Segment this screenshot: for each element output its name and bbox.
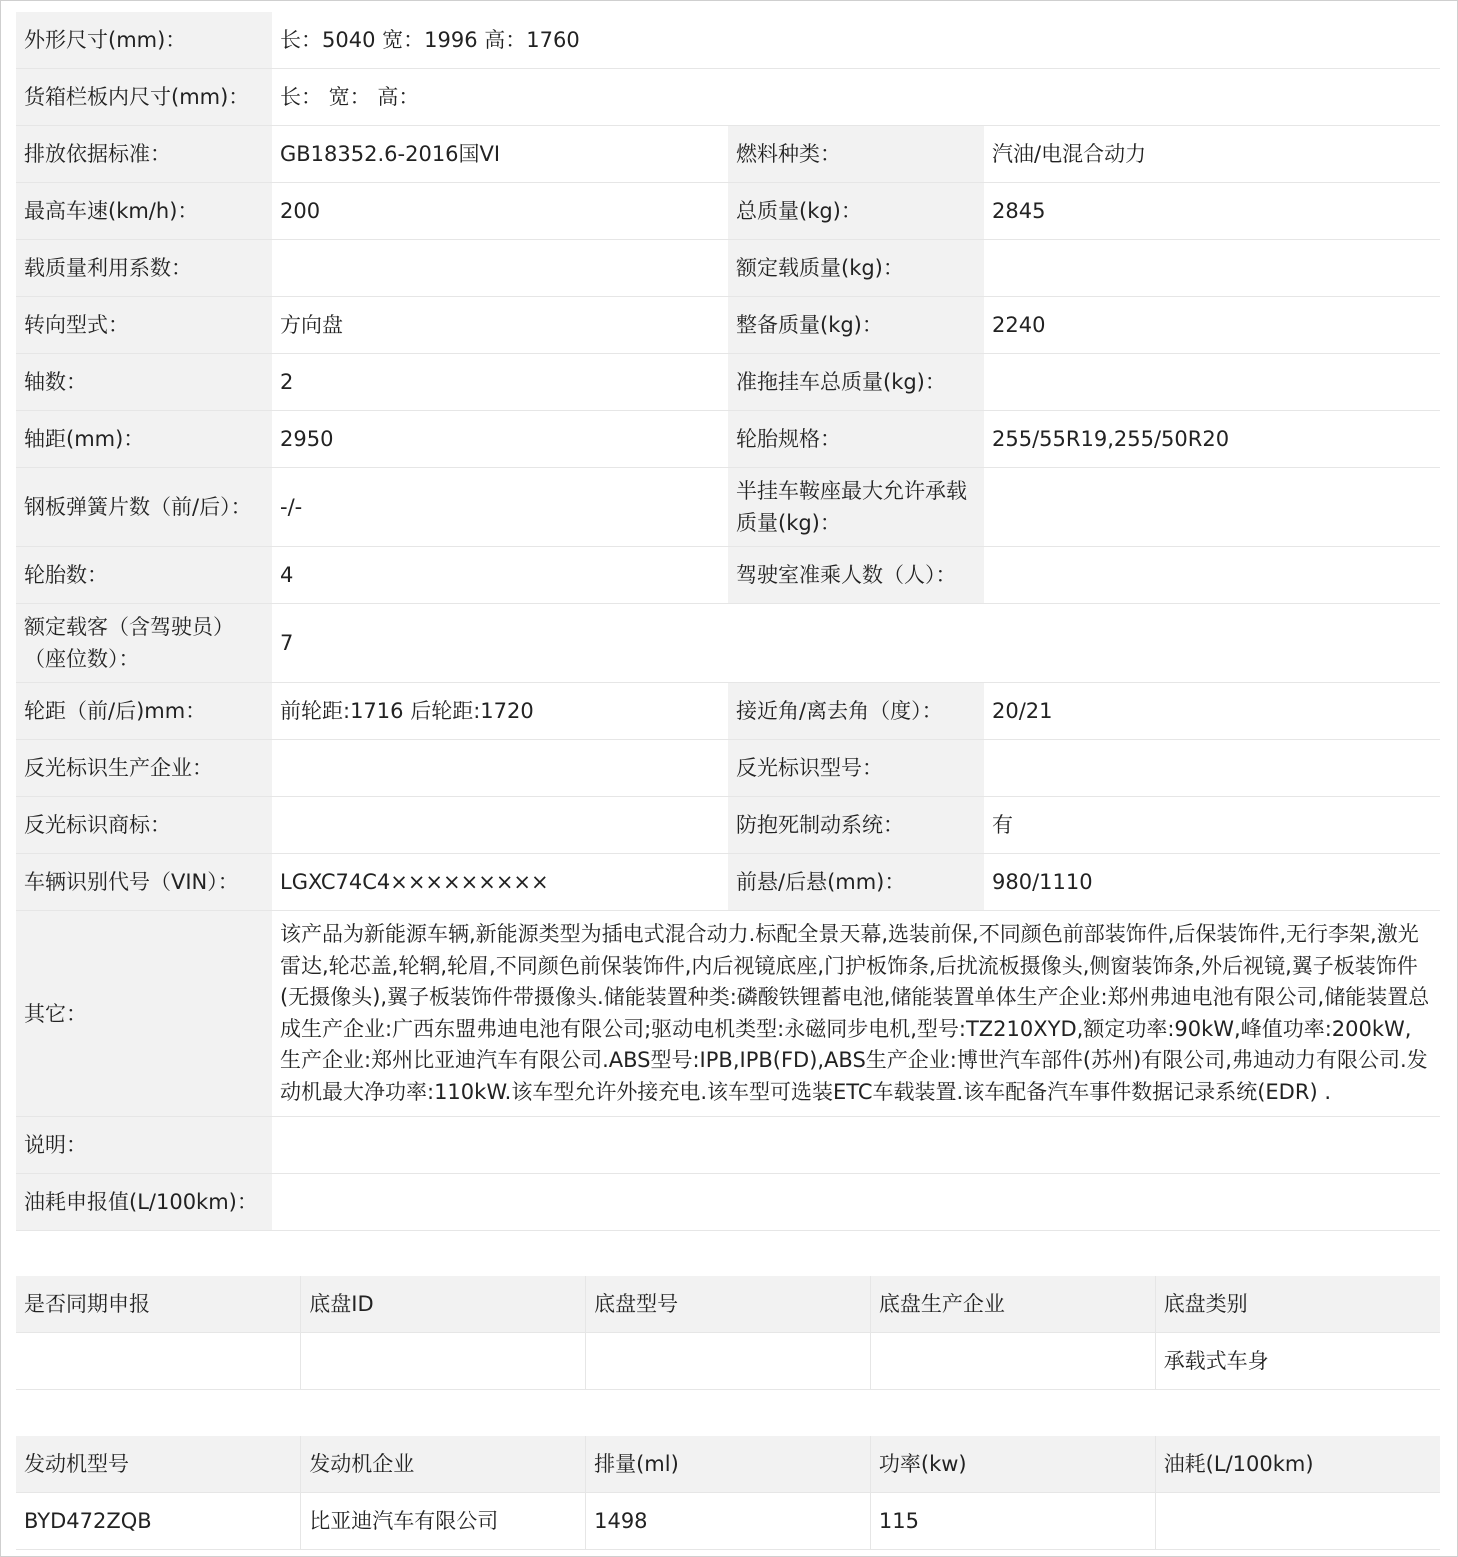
spec-row (16, 683, 1440, 740)
spec-label: 转向型式： (16, 297, 272, 354)
spec-label: 总质量(kg)： (728, 183, 984, 240)
chassis-cell: 承载式车身 (1155, 1333, 1440, 1390)
engine-table (16, 1436, 1440, 1550)
spec-value: 200 (272, 183, 728, 240)
chassis-header-cell: 是否同期申报 (16, 1276, 301, 1333)
spec-label: 轮距（前/后)mm： (16, 683, 272, 740)
engine-header-row (16, 1436, 1440, 1493)
spec-label: 前悬/后悬(mm)： (728, 854, 984, 911)
chassis-cell (16, 1333, 301, 1390)
chassis-header-cell: 底盘生产企业 (870, 1276, 1155, 1333)
chassis-cell (870, 1333, 1155, 1390)
chassis-data-row (16, 1333, 1440, 1390)
spec-label: 轴距(mm)： (16, 411, 272, 468)
cargo-dimensions-value: 长： 宽： 高： (272, 69, 1440, 126)
spec-row-note (16, 1117, 1440, 1174)
spec-row (16, 797, 1440, 854)
spec-value (984, 547, 1440, 604)
spec-value: -/- (272, 468, 728, 547)
spec-row (16, 740, 1440, 797)
spec-value: 255/55R19,255/50R20 (984, 411, 1440, 468)
spec-label: 整备质量(kg)： (728, 297, 984, 354)
spec-label: 驾驶室准乘人数（人）： (728, 547, 984, 604)
spec-row (16, 354, 1440, 411)
engine-data-row (16, 1493, 1440, 1550)
engine-cell (1155, 1493, 1440, 1550)
rated-passengers-value: 7 (272, 604, 1440, 683)
chassis-table-body (16, 1276, 1440, 1390)
other-label: 其它： (16, 911, 272, 1117)
spec-row (16, 854, 1440, 911)
spec-row-dimensions (16, 12, 1440, 69)
spec-label: 反光标识生产企业： (16, 740, 272, 797)
spec-row (16, 126, 1440, 183)
spec-value: 2845 (984, 183, 1440, 240)
engine-cell: 1498 (586, 1493, 871, 1550)
spec-row-seats (16, 604, 1440, 683)
spec-value (984, 354, 1440, 411)
spec-label: 排放依据标准： (16, 126, 272, 183)
spec-label: 钢板弹簧片数（前/后）： (16, 468, 272, 547)
spec-value: 4 (272, 547, 728, 604)
spec-value (272, 797, 728, 854)
spec-row (16, 297, 1440, 354)
spec-label: 最高车速(km/h)： (16, 183, 272, 240)
spec-label: 燃料种类： (728, 126, 984, 183)
fuel-consumption-label: 油耗申报值(L/100km)： (16, 1174, 272, 1231)
spec-label: 载质量利用系数： (16, 240, 272, 297)
spec-value: LGXC74C4××××××××× (272, 854, 728, 911)
spec-value: 有 (984, 797, 1440, 854)
spec-value: GB18352.6-2016国VI (272, 126, 728, 183)
engine-table-body (16, 1436, 1440, 1550)
spec-row-other (16, 911, 1440, 1117)
engine-header-cell: 排量(ml) (586, 1436, 871, 1493)
chassis-header-row (16, 1276, 1440, 1333)
other-value: 该产品为新能源车辆,新能源类型为插电式混合动力.标配全景天幕,选装前保,不同颜色前部装饰件,后保装饰件,无行李架,激光雷达,轮芯盖,轮辋,轮眉,不同颜色前保装饰件,内后视镜底座,门护板饰条,后扰流板摄像头,侧窗装饰条,外后视镜,翼子板装饰件(无摄像头),翼子板装饰件带摄像头.储能装置种类:磷酸铁锂蓄电池,储能装置单体生产企业:郑州弗迪电池有限公司,储能装置总成生产企业:广西东盟弗迪电池有限公司;驱动电机类型:永磁同步电机,型号:TZ210XYD,额定功率:90kW,峰值功率:200kW,生产企业:郑州比亚迪汽车有限公司.ABS型号:IPB,IPB(FD),ABS生产企业:博世汽车部件(苏州)有限公司,弗迪动力有限公司.发动机最大净功率:110kW.该车型允许外接充电.该车型可选装ETC车载装置.该车配备汽车事件数据记录系统(EDR) . (272, 911, 1440, 1117)
spec-row (16, 183, 1440, 240)
chassis-cell (586, 1333, 871, 1390)
spec-label: 轴数： (16, 354, 272, 411)
spec-row-cargo (16, 69, 1440, 126)
engine-cell: 比亚迪汽车有限公司 (301, 1493, 586, 1550)
chassis-table (16, 1276, 1440, 1390)
spec-label: 防抱死制动系统： (728, 797, 984, 854)
fuel-consumption-value (272, 1174, 1440, 1231)
spec-label: 反光标识型号： (728, 740, 984, 797)
spec-value: 2 (272, 354, 728, 411)
note-label: 说明： (16, 1117, 272, 1174)
spec-table (16, 12, 1440, 1231)
spec-value (272, 240, 728, 297)
dimensions-label: 外形尺寸(mm)： (16, 12, 272, 69)
spec-label: 车辆识别代号（VIN）： (16, 854, 272, 911)
spec-value: 汽油/电混合动力 (984, 126, 1440, 183)
spec-label: 轮胎数： (16, 547, 272, 604)
spec-value: 2240 (984, 297, 1440, 354)
engine-header-cell: 发动机企业 (301, 1436, 586, 1493)
spec-table-body (16, 12, 1440, 1231)
spec-value: 方向盘 (272, 297, 728, 354)
spec-value: 980/1110 (984, 854, 1440, 911)
spec-label: 额定载质量(kg)： (728, 240, 984, 297)
spec-row (16, 411, 1440, 468)
spec-label: 接近角/离去角（度）： (728, 683, 984, 740)
spec-row-fuel (16, 1174, 1440, 1231)
chassis-header-cell: 底盘型号 (586, 1276, 871, 1333)
spec-value (984, 240, 1440, 297)
spec-label: 半挂车鞍座最大允许承载质量(kg)： (728, 468, 984, 547)
note-value (272, 1117, 1440, 1174)
engine-header-cell: 功率(kw) (870, 1436, 1155, 1493)
engine-cell: 115 (870, 1493, 1155, 1550)
spec-value (984, 740, 1440, 797)
spec-label: 轮胎规格： (728, 411, 984, 468)
spec-value: 20/21 (984, 683, 1440, 740)
spec-row (16, 468, 1440, 547)
dimensions-value: 长：5040 宽：1996 高：1760 (272, 12, 1440, 69)
engine-header-cell: 发动机型号 (16, 1436, 301, 1493)
engine-header-cell: 油耗(L/100km) (1155, 1436, 1440, 1493)
spec-value (984, 468, 1440, 547)
spec-value (272, 740, 728, 797)
spec-value: 2950 (272, 411, 728, 468)
chassis-cell (301, 1333, 586, 1390)
chassis-header-cell: 底盘ID (301, 1276, 586, 1333)
spec-label: 准拖挂车总质量(kg)： (728, 354, 984, 411)
rated-passengers-label: 额定载客（含驾驶员）（座位数）： (16, 604, 272, 683)
chassis-header-cell: 底盘类别 (1155, 1276, 1440, 1333)
spec-value: 前轮距:1716 后轮距:1720 (272, 683, 728, 740)
spec-row (16, 547, 1440, 604)
spec-row (16, 240, 1440, 297)
spec-label: 反光标识商标： (16, 797, 272, 854)
cargo-dimensions-label: 货箱栏板内尺寸(mm)： (16, 69, 272, 126)
engine-cell: BYD472ZQB (16, 1493, 301, 1550)
